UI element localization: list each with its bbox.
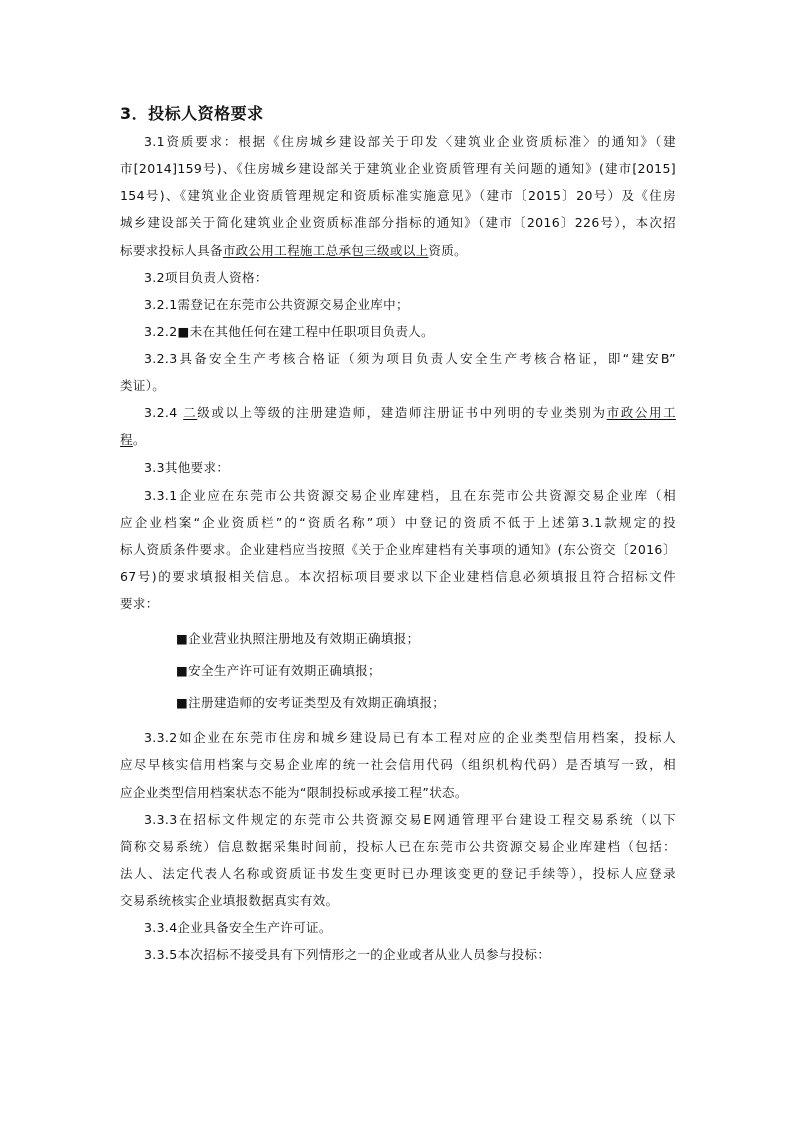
qualification-paragraph-line [120, 243, 676, 259]
requirement-item-line: 应企业档案“企业资质栏”的“资质名称”项）中登记的资质不低于上述第3.1款规定的投 [120, 515, 676, 530]
checklist-item: ■企业营业执照注册地及有效期正确填报； [176, 631, 420, 646]
requirement-item-line: 应尽早核实信用档案与交易企业库的统一社会信用代码（组织机构代码）是否填写一致，相 [120, 757, 676, 772]
checklist-item: ■注册建造师的安考证类型及有效期正确填报； [176, 695, 446, 710]
underlined-qualification: 市政公用工程施工总承包三级或以上 [222, 243, 429, 258]
requirement-item-line: 67号)的要求填报相关信息。本次招标项目要求以下企业建档信息必须填报且符合招标文件 [120, 569, 676, 584]
section-heading: 3．投标人资格要求 [120, 104, 264, 123]
requirement-item-line: 法人、法定代表人名称或资质证书发生变更时已办理该变更的登记手续等），投标人应登录 [120, 866, 676, 881]
requirement-item: 3.2.1需登记在东莞市公共资源交易企业库中； [144, 297, 409, 312]
qualification-paragraph-line: 154号)、《建筑业企业资质管理规定和资质标准实施意见》（建市〔2015〕20号）及《住房 [120, 188, 676, 203]
requirement-item-line: 3.3.3在招标文件规定的东莞市公共资源交易E网通管理平台建设工程交易系统（以下 [144, 812, 676, 827]
subsection-title: 3.2项目负责人资格： [144, 270, 268, 285]
text: 。 [132, 432, 146, 447]
requirement-item-line: 应企业类型信用档案状态不能为“限制投标或承接工程”状态。 [120, 785, 468, 800]
text: 级或以上等级的注册建造师，建造师注册证书中列明的专业类别为 [197, 405, 607, 420]
subsection-title: 3.3其他要求： [144, 460, 230, 475]
underlined-grade: 二 [183, 405, 198, 420]
requirement-item-line [144, 405, 676, 421]
requirement-item-line: 3.3.2如企业在东莞市住房和城乡建设局已有本工程对应的企业类型信用档案，投标人 [144, 730, 676, 745]
requirement-item: 3.2.2■未在其他任何在建工程中任职项目负责人。 [144, 324, 434, 339]
checklist-item: ■安全生产许可证有效期正确填报； [176, 663, 381, 678]
requirement-item-line: 标人资质条件要求。企业建档应当按照《关于企业库建档有关事项的通知》(东公资交〔2016〕 [120, 542, 676, 557]
requirement-item-line: 交易系统核实企业填报数据真实有效。 [120, 893, 339, 908]
qualification-paragraph-line: 市[2014]159号)、《住房城乡建设部关于建筑业企业资质管理有关问题的通知》(建市[2015] [120, 161, 676, 176]
requirement-item-line: 类证）。 [120, 378, 166, 393]
qualification-paragraph-line: 城乡建设部关于简化建筑业企业资质标准部分指标的通知》（建市〔2016〕226号），本次招 [120, 215, 676, 230]
requirement-item-line: 3.2.3具备安全生产考核合格证（须为项目负责人安全生产考核合格证，即“建安B” [144, 351, 676, 366]
text: 资质。 [428, 243, 467, 258]
requirement-item-line: 要求： [120, 596, 159, 611]
underlined-specialty: 市政公用工 [606, 405, 676, 420]
requirement-item-line: 3.3.1企业应在东莞市公共资源交易企业库建档，且在东莞市公共资源交易企业库（相 [144, 488, 676, 503]
text: 3.2.4 [144, 405, 184, 420]
underlined-specialty: 程 [120, 432, 133, 447]
requirement-item-line [120, 432, 676, 448]
qualification-paragraph-line: 3.1资质要求：根据《住房城乡建设部关于印发〈建筑业企业资质标准〉的通知》（建 [144, 134, 676, 149]
requirement-item: 3.3.4企业具备安全生产许可证。 [144, 920, 332, 935]
requirement-item-line: 简称交易系统）信息数据采集时间前，投标人已在东莞市公共资源交易企业库建档（包括： [120, 839, 676, 854]
requirement-item: 3.3.5本次招标不接受具有下列情形之一的企业或者从业人员参与投标： [144, 947, 551, 962]
text: 标要求投标人具备 [120, 243, 223, 258]
